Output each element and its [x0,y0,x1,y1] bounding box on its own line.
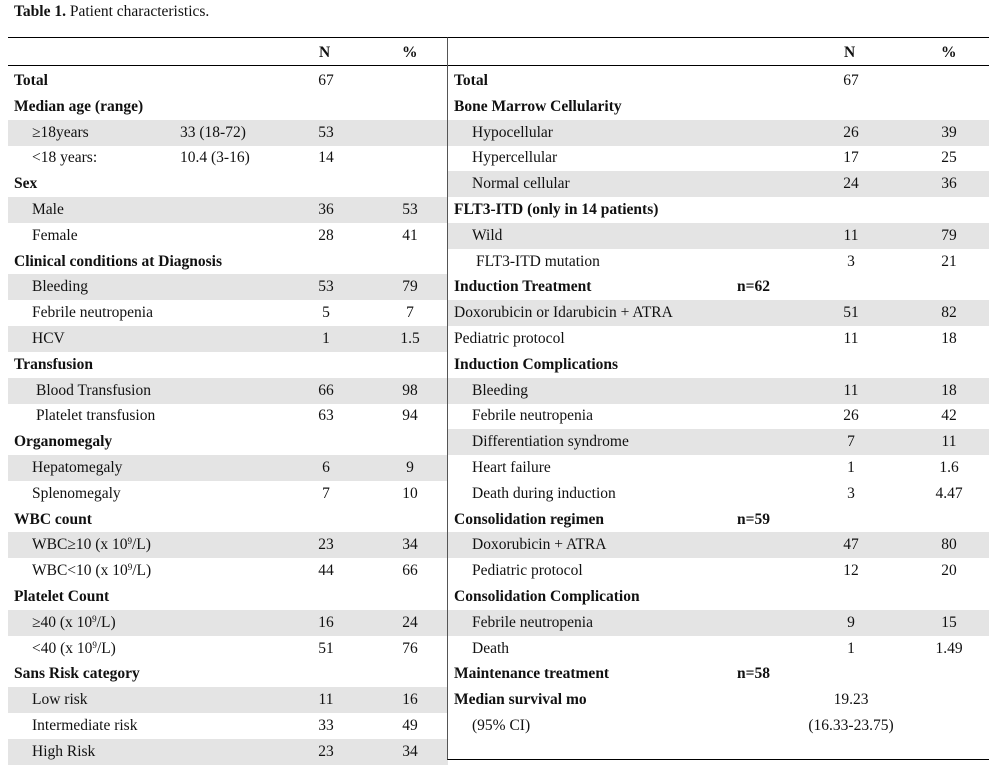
n-value: 47 [843,536,859,554]
row-label [454,330,565,348]
row-label [32,278,88,296]
section-heading [454,665,609,683]
section-heading [14,433,112,451]
n-value: 26 [843,407,859,425]
section-heading [454,72,488,90]
patient-count-note: n=62 [737,278,770,296]
right-table [447,37,989,760]
table-row [448,68,989,94]
row-label-text: Hypercellular [472,149,558,167]
table-row [448,687,989,713]
pct-value: 34 [402,742,418,760]
row-label-text: Induction Treatment [454,278,592,296]
table-row [448,94,989,120]
table-row [8,197,448,223]
caption-text: Patient characteristics. [65,3,210,20]
table-row [448,378,989,404]
row-label [32,227,78,245]
table-row [8,403,448,429]
table-row [8,713,448,739]
row-label-superscript: 9 [127,536,132,547]
table-row [8,223,448,249]
row-label-text: Febrile neutropenia [472,613,593,631]
table-row [448,145,989,171]
row-label [476,253,600,271]
pct-value: 98 [402,381,418,399]
n-value: 67 [318,72,334,89]
row-label-text: Consolidation regimen [454,510,604,528]
row-label-text: Febrile neutropenia [472,407,593,425]
pct-value: 7 [406,304,414,322]
row-label-text: Platelet Count [14,588,110,605]
pct-value: 41 [402,226,418,244]
section-heading [14,253,222,271]
row-label-text: High Risk [32,742,96,760]
n-value: 3 [847,484,855,502]
n-value: 23 [318,742,334,760]
row-label [32,149,97,167]
patient-count-note: n=59 [737,510,770,528]
section-heading [14,511,92,529]
row-label-text: Normal cellular [472,175,570,193]
n-value: 17 [843,149,859,167]
n-value: 11 [843,330,859,347]
age-range-value: 10.4 (3-16) [180,149,250,167]
row-label-text: <18 years: [32,149,98,167]
section-heading [454,691,587,709]
table-row [448,274,989,300]
row-label-text: Maintenance treatment [454,665,610,683]
row-label-text: Bleeding [32,278,88,296]
pct-value: 18 [941,330,957,347]
table-row [8,636,448,662]
row-label-text: Induction Complications [454,355,619,373]
row-label-text: Transfusion [14,355,93,373]
row-label [454,304,673,322]
n-value: 28 [318,226,334,244]
n-value: 12 [843,562,859,580]
n-value: 11 [318,691,334,709]
section-heading [454,201,658,219]
section-heading [454,356,618,374]
table-row [8,300,448,326]
section-heading [454,278,591,296]
row-label-text: (95% CI) [472,717,531,734]
pct-value: 9 [406,459,414,476]
row-label-suffix: /L) [96,613,116,631]
table-row [448,481,989,507]
section-heading [14,665,140,683]
row-label [472,459,551,477]
pct-value: 42 [941,407,957,425]
pct-value: 82 [941,304,957,322]
row-label-text: HCV [32,330,65,347]
row-label-text: WBC≥10 (x 10 [32,536,128,554]
table-row [448,507,989,533]
row-label-text: Heart failure [472,459,551,476]
table-row [8,120,448,146]
table-row [8,558,448,584]
age-range-value: 33 (18-72) [180,123,246,141]
section-heading [454,98,622,116]
table-row [8,326,448,352]
table-row [8,687,448,713]
table-row [448,661,989,687]
row-label-text: WBC count [14,510,92,528]
row-label-text: Doxorubicin + ATRA [472,536,607,554]
row-label [472,562,583,580]
caption-label: Table 1. [14,3,66,20]
table-row [8,661,448,687]
pct-value: 1.5 [400,330,420,347]
row-label [472,640,509,658]
n-value: 9 [847,613,855,631]
row-label-text: Febrile neutropenia [32,304,153,322]
row-label [32,640,116,658]
n-value: 53 [318,278,334,296]
row-label-text: Pediatric protocol [472,562,583,580]
n-value: 67 [843,72,859,89]
header-n: N [319,44,331,61]
row-label [32,717,137,735]
pct-value: 15 [941,613,957,631]
right-header-row [448,38,989,66]
left-header-row [8,38,448,66]
row-label-text: Death during induction [472,484,616,502]
table-row [448,532,989,558]
row-label [472,485,616,503]
n-value: 44 [318,562,334,580]
pct-value: 36 [941,175,957,193]
table-row [8,171,448,197]
header-pct: % [941,44,957,61]
row-label [32,614,116,632]
row-label-text: Bone Marrow Cellularity [454,97,622,115]
pct-value: 11 [941,433,957,451]
pct-value: 1.6 [939,459,959,476]
row-label-text: Organomegaly [14,433,113,451]
pct-value: 18 [941,381,957,399]
row-label [36,382,151,400]
table-row [8,378,448,404]
table-row [448,636,989,662]
table-row [8,455,448,481]
n-value: 6 [322,459,330,476]
row-label-suffix: /L) [96,639,116,657]
pct-value: 20 [941,562,957,580]
row-label [472,124,553,142]
n-value: 26 [843,123,859,141]
header-n: N [844,44,856,61]
n-value: 36 [318,201,334,218]
row-label [32,330,65,348]
table-row [448,249,989,275]
row-label-text: Total [14,72,48,89]
row-label-text: Clinical conditions at Diagnosis [14,252,222,270]
patient-count-note: n=58 [737,665,770,683]
table-row [448,713,989,739]
pct-value: 49 [402,717,418,734]
n-value: 14 [318,149,334,167]
row-label-superscript: 9 [92,639,97,650]
row-label-suffix: /L) [132,562,152,580]
table-row [448,326,989,352]
left-table [8,37,448,760]
row-label-text: Splenomegaly [32,484,121,502]
table-row [448,120,989,146]
row-label-text: Sans Risk category [14,665,140,683]
row-label-text: Doxorubicin or Idarubicin + ATRA [454,304,673,322]
row-label-text: <40 (x 10 [32,639,93,657]
table-row [448,300,989,326]
row-label-text: FLT3-ITD (only in 14 patients) [454,201,659,218]
row-label [472,614,593,632]
row-label-text: Median age (range) [14,97,144,115]
pct-value: 79 [941,226,957,244]
row-label-text: Intermediate risk [32,717,138,734]
table-caption [14,3,209,21]
n-value: 1 [847,639,855,657]
row-label-text: WBC<10 (x 10 [32,562,128,580]
row-label-text: Median survival mo [454,691,587,709]
n-value: 3 [847,252,855,270]
table-row [8,68,448,94]
pct-value: 21 [941,252,957,270]
row-label [472,149,557,167]
row-label-superscript: 9 [127,562,133,573]
row-label-text: Bleeding [472,381,528,399]
pct-value: 76 [402,639,418,657]
header-pct: % [402,44,418,61]
pct-value: 1.49 [935,639,963,657]
table-row [8,352,448,378]
pct-value: 39 [941,123,957,141]
table-row [8,584,448,610]
n-value: 11 [843,381,859,399]
row-label-text: Hepatomegaly [32,459,123,476]
n-value: 66 [318,381,334,399]
pct-value: 80 [941,536,957,554]
n-value: 16 [318,613,334,631]
section-heading [454,511,604,529]
row-label [472,536,606,554]
row-label [472,382,528,400]
pct-value: 79 [402,278,418,296]
n-value: 24 [843,175,859,193]
table-row [8,507,448,533]
pct-value: 24 [402,613,418,631]
row-label-text: Pediatric protocol [454,330,565,347]
row-label-text: Hypocellular [472,123,553,141]
section-heading [14,175,37,193]
row-label-text: Death [472,639,510,657]
n-value: 1 [847,459,855,476]
n-value: 7 [847,433,855,451]
pct-value: 16 [402,691,418,709]
row-label-suffix: /L) [131,536,151,554]
n-value: 23 [318,536,334,554]
section-heading [14,98,143,116]
table-row [448,429,989,455]
section-heading [454,588,640,606]
pct-value: 34 [402,536,418,554]
row-label [32,304,153,322]
row-label [32,124,89,142]
row-label-text: Differentiation syndrome [472,433,629,451]
table-row [448,610,989,636]
row-label [32,485,121,503]
row-label-text: Consolidation Complication [454,588,640,605]
row-label-text: FLT3-ITD mutation [476,252,600,270]
table-row [448,171,989,197]
row-label-text: ≥40 (x 10 [32,613,93,631]
n-value: (16.33-23.75) [808,717,894,734]
row-label-superscript: 9 [92,613,97,624]
row-label [472,717,530,735]
n-value: 1 [322,330,330,347]
row-label-text: Female [32,226,78,244]
row-label [472,175,570,193]
table-row [8,481,448,507]
row-label [32,459,122,477]
pct-value: 4.47 [935,484,963,502]
n-value: 5 [322,304,330,322]
pct-value: 10 [402,484,418,502]
row-label-text: Platelet transfusion [36,407,156,425]
row-label [32,201,64,219]
table-row [8,249,448,275]
n-value: 63 [318,407,334,425]
table-row [448,558,989,584]
row-label-text: Blood Transfusion [36,381,151,399]
n-value: 51 [843,304,859,322]
pct-value: 94 [402,407,418,425]
row-label [36,407,155,425]
pct-value: 25 [941,149,957,167]
n-value: 7 [322,484,330,502]
pct-value: 66 [402,562,418,580]
table-row [448,223,989,249]
section-heading [14,72,48,90]
n-value: 51 [318,639,334,657]
table-row [448,352,989,378]
table-row [448,584,989,610]
n-value: 19.23 [833,691,869,709]
row-label-text: Total [454,72,488,89]
row-label-text: Low risk [32,691,88,709]
table-row [8,274,448,300]
section-heading [14,356,93,374]
row-label-text: Sex [14,175,38,193]
table-row [8,532,448,558]
table-row [8,145,448,171]
table-row [8,94,448,120]
n-value: 33 [318,717,334,734]
table-row [448,197,989,223]
row-label-text: ≥18years [32,123,89,141]
table-row [8,739,448,765]
n-value: 53 [318,123,334,141]
table-row [448,455,989,481]
table-row [448,403,989,429]
row-label-text: Wild [472,226,503,244]
row-label [32,562,151,580]
row-label [32,743,95,761]
section-heading [14,588,109,606]
row-label [472,433,629,451]
row-label [32,691,88,709]
table-row [8,610,448,636]
row-label [472,407,593,425]
row-label [472,227,502,245]
table-row [8,429,448,455]
n-value: 11 [843,226,859,244]
row-label-text: Male [32,201,64,218]
row-label [32,536,151,554]
pct-value: 53 [402,201,418,218]
